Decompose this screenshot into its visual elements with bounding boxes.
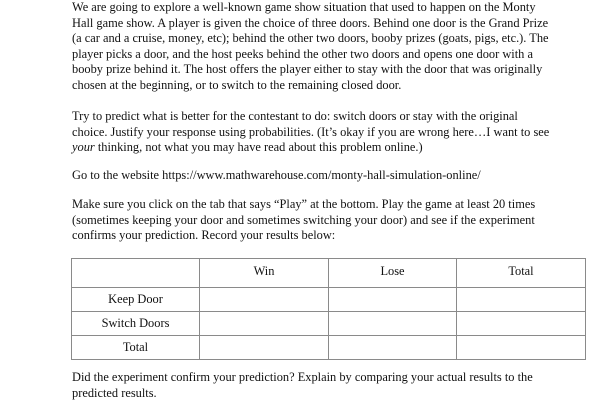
- row-label-keep-door: Keep Door: [72, 288, 200, 312]
- cell-total-win[interactable]: [200, 336, 329, 360]
- row-label-total: Total: [72, 336, 200, 360]
- table-row: [72, 288, 586, 312]
- prediction-line-rest: thinking, not what you may have read about this problem online.): [94, 140, 423, 154]
- cell-keep-lose[interactable]: [329, 288, 457, 312]
- row-label-switch-doors: Switch Doors: [72, 312, 200, 336]
- table-row: [72, 336, 586, 360]
- cell-switch-lose[interactable]: [329, 312, 457, 336]
- instructions-paragraph: [72, 197, 592, 244]
- intro-line: (a car and a cruise, money, etc); behind the other two doors, booby prizes (goats, pigs, etc.). The: [72, 31, 549, 45]
- conclusion-line: predicted results.: [72, 385, 157, 400]
- prediction-line: [72, 140, 592, 156]
- instructions-line: (sometimes keeping your door and sometimes switching your door) and see if the experiment: [72, 212, 535, 227]
- cell-keep-win[interactable]: [200, 288, 329, 312]
- website-line: Go to the website https://www.mathwarehouse.com/monty-hall-simulation-online/: [72, 168, 481, 182]
- conclusion-paragraph: [72, 370, 592, 401]
- prediction-line: Try to predict what is better for the contestant to do: switch doors or stay with the original: [72, 109, 518, 123]
- prediction-paragraph: [72, 109, 592, 156]
- intro-line: Hall game show. A player is given the choice of three doors. Behind one door is the Grand Prize: [72, 15, 549, 30]
- results-table: [71, 258, 586, 360]
- table-header-total: Total: [457, 259, 586, 288]
- website-paragraph: [72, 168, 592, 184]
- table-header-row: [72, 259, 586, 288]
- intro-line: chosen at the beginning, or to switch to the remaining closed door.: [72, 77, 402, 92]
- table-header-win: Win: [200, 259, 329, 288]
- intro-paragraph: [72, 0, 592, 93]
- instructions-line: Make sure you click on the tab that says “Play” at the bottom. Play the game at least 20 times: [72, 197, 536, 211]
- cell-total-total[interactable]: [457, 336, 586, 360]
- intro-line: player picks a door, and the host peeks behind the other two doors and opens one door with a: [72, 46, 533, 61]
- cell-total-lose[interactable]: [329, 336, 457, 360]
- prediction-line: choice. Justify your response using probabilities. (It’s okay if you are wrong here…I want to see: [72, 124, 550, 139]
- cell-switch-total[interactable]: [457, 312, 586, 336]
- intro-line: We are going to explore a well-known game show situation that used to happen on the Monty: [72, 0, 536, 14]
- instructions-line: confirms your prediction. Record your results below:: [72, 228, 336, 242]
- table-row: [72, 312, 586, 336]
- cell-switch-win[interactable]: [200, 312, 329, 336]
- conclusion-line: Did the experiment confirm your prediction? Explain by comparing your actual results to the: [72, 370, 533, 384]
- table-header-blank: [72, 259, 200, 288]
- cell-keep-total[interactable]: [457, 288, 586, 312]
- emphasis-your: your: [72, 140, 95, 154]
- table-header-lose: Lose: [329, 259, 457, 288]
- intro-line: booby prize behind it. The host offers the player either to stay with the door that was originally: [72, 62, 543, 76]
